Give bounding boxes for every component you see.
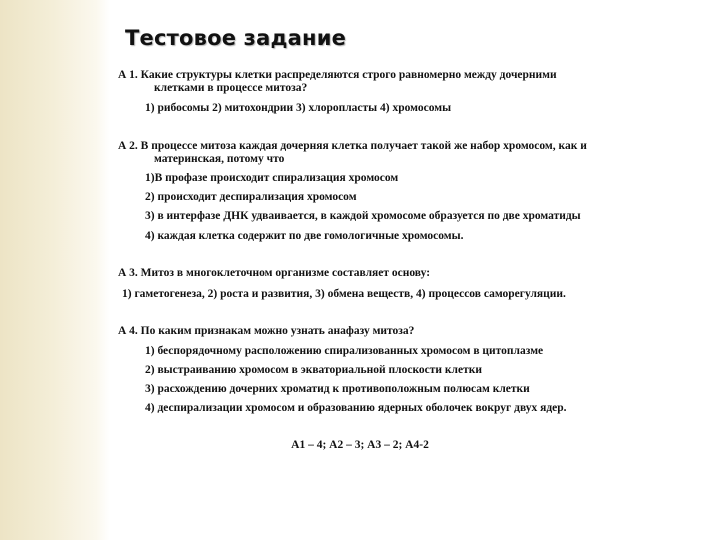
question-3-option-1: 1) гаметогенеза, 2) роста и развития, 3) обмена веществ, 4) процессов саморегуляции.: [122, 288, 566, 300]
question-4-option-4: 4) деспирализации хромосом и образованию ядерных оболочек вокруг двух ядер.: [145, 402, 567, 414]
question-4-text-line-1: А 4. По каким признакам можно узнать анафазу митоза?: [118, 325, 415, 337]
question-2-option-2: 2) происходит деспирализация хромосом: [145, 191, 357, 203]
question-2-option-1: 1)В профазе происходит спирализация хромосом: [145, 172, 399, 184]
page-title: Тестовое задание: [125, 26, 347, 50]
question-3-text-line-1: А 3. Митоз в многоклеточном организме составляет основу:: [118, 267, 431, 279]
question-4-option-1: 1) беспорядочному расположению спирализованных хромосом в цитоплазме: [145, 345, 544, 357]
question-2-option-3: 3) в интерфазе ДНК удваивается, в каждой хромосоме образуется по две хроматиды: [145, 210, 581, 222]
question-1-text-line-1: А 1. Какие структуры клетки распределяются строго равномерно между дочерними: [118, 69, 557, 81]
question-1-text-line-2: клетками в процессе митоза?: [154, 82, 308, 94]
question-4-option-3: 3) расхождению дочерних хроматид к противоположным полюсам клетки: [145, 383, 530, 395]
answer-key: А1 – 4; А2 – 3; А3 – 2; А4-2: [291, 439, 429, 451]
question-4-option-2: 2) выстраиванию хромосом в экваториальной плоскости клетки: [145, 364, 483, 376]
question-2-text-line-2: материнская, потому что: [154, 153, 285, 165]
question-2-text-line-1: А 2. В процессе митоза каждая дочерняя клетка получает такой же набор хромосом, как и: [118, 140, 587, 152]
question-2-option-4: 4) каждая клетка содержит по две гомологичные хромосомы.: [145, 230, 464, 242]
question-1-option-1: 1) рибосомы 2) митохондрии 3) хлоропласты 4) хромосомы: [145, 102, 452, 114]
